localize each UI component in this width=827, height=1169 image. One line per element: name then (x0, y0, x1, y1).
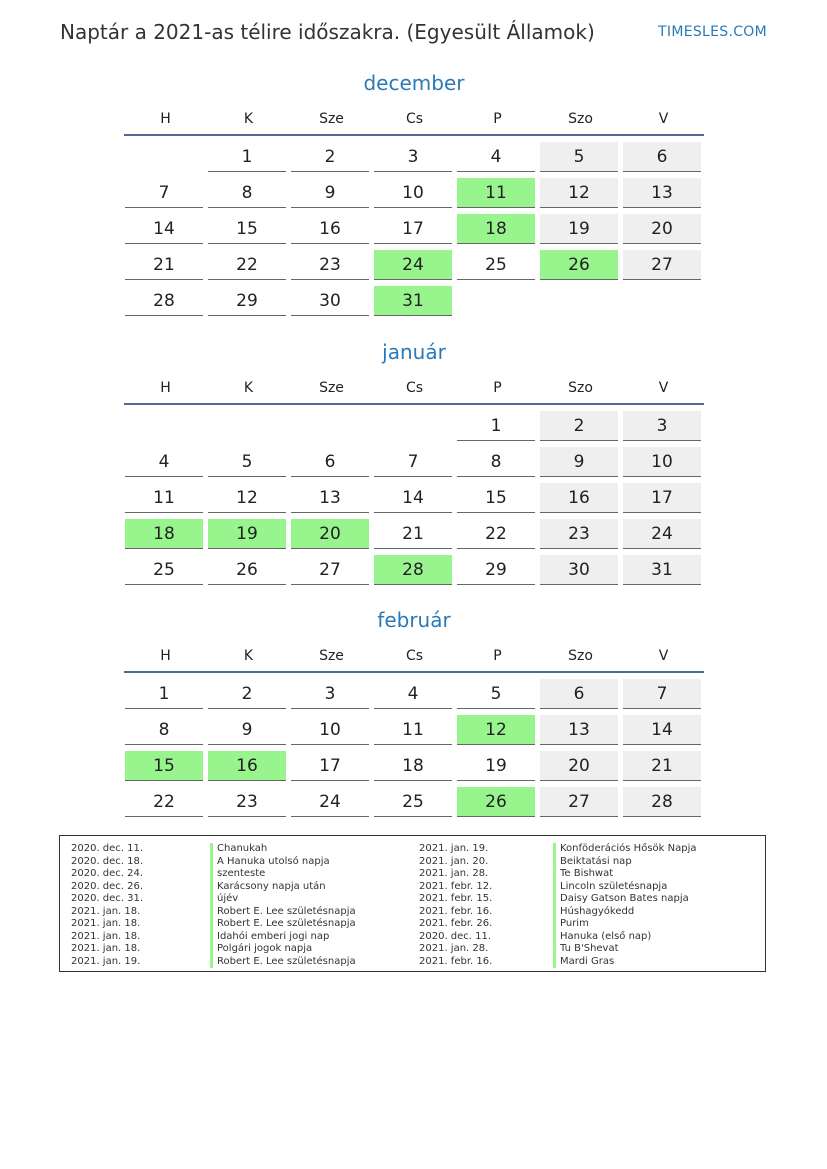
day-cell[interactable] (456, 477, 539, 513)
holiday-day-cell[interactable] (207, 513, 290, 549)
legend-date: 2021. jan. 18. (71, 905, 141, 917)
day-number: 24 (623, 519, 701, 549)
holiday-day-cell[interactable] (456, 172, 539, 208)
legend-date: 2020. dec. 11. (419, 930, 492, 942)
day-cell[interactable] (622, 136, 705, 172)
day-number: 10 (374, 178, 452, 208)
day-number: 3 (291, 679, 369, 709)
month-name: január (382, 340, 446, 364)
day-number: 17 (374, 214, 452, 244)
day-number: 21 (374, 519, 452, 549)
day-cell[interactable] (207, 172, 290, 208)
day-number: 31 (623, 555, 701, 585)
day-number: 22 (457, 519, 535, 549)
day-number: 28 (125, 286, 203, 316)
weekday-header (124, 104, 704, 136)
day-number: 15 (208, 214, 286, 244)
day-cell[interactable] (207, 244, 290, 280)
weekday-label: H (160, 380, 171, 396)
legend-date: 2020. dec. 11. (71, 843, 144, 854)
holiday-day-cell[interactable] (373, 549, 456, 585)
empty-cell (290, 405, 373, 441)
day-cell[interactable] (124, 549, 207, 585)
holiday-day-cell[interactable] (290, 513, 373, 549)
day-cell[interactable] (622, 208, 705, 244)
day-number: 26 (540, 250, 618, 280)
day-cell[interactable] (207, 673, 290, 709)
weekday-label: Sze (319, 380, 344, 396)
legend-date: 2021. febr. 12. (419, 880, 493, 892)
legend-date: 2021. jan. 28. (419, 943, 489, 954)
day-cell[interactable] (373, 745, 456, 781)
day-number: 4 (374, 679, 452, 709)
legend-date: 2021. jan. 28. (419, 868, 489, 879)
day-number: 27 (540, 787, 618, 817)
holiday-day-cell[interactable] (124, 745, 207, 781)
weekday-label: V (658, 380, 669, 396)
month-name: december (363, 71, 465, 95)
day-cell[interactable] (622, 781, 705, 817)
weekday-label: Szo (568, 111, 593, 127)
day-cell[interactable] (539, 673, 622, 709)
day-cell[interactable] (539, 208, 622, 244)
day-number: 28 (623, 787, 701, 817)
legend-date: 2021. febr. 26. (419, 918, 493, 929)
legend-holiday-name: szenteste (210, 868, 356, 881)
day-number: 11 (457, 178, 535, 208)
day-number: 9 (540, 447, 618, 477)
legend-date: 2020. dec. 26. (71, 880, 144, 892)
day-cell[interactable] (539, 477, 622, 513)
day-number: 14 (623, 715, 701, 745)
day-number: 5 (457, 679, 535, 709)
day-cell[interactable] (622, 172, 705, 208)
holiday-day-cell[interactable] (456, 709, 539, 745)
day-number: 2 (208, 679, 286, 709)
month-name: február (377, 608, 451, 632)
legend-holiday-name: Hanuka (első nap) (553, 931, 696, 944)
weekday-label: P (493, 380, 502, 396)
day-number: 26 (457, 787, 535, 817)
legend-holiday-name: Robert E. Lee születésnapja (210, 918, 356, 931)
day-cell[interactable] (539, 709, 622, 745)
legend-holiday-name: Robert E. Lee születésnapja (210, 906, 356, 919)
day-number: 25 (125, 555, 203, 585)
day-number: 12 (457, 715, 535, 745)
day-cell[interactable] (207, 477, 290, 513)
day-cell[interactable] (207, 709, 290, 745)
day-cell[interactable] (456, 745, 539, 781)
day-cell[interactable] (539, 513, 622, 549)
day-cell[interactable] (539, 745, 622, 781)
day-number: 14 (125, 214, 203, 244)
month-calendar (124, 605, 704, 817)
day-number: 31 (374, 286, 452, 316)
legend-date: 2021. febr. 15. (419, 893, 493, 904)
day-cell[interactable] (373, 781, 456, 817)
day-number: 13 (623, 178, 701, 208)
day-number: 11 (125, 483, 203, 513)
legend-holiday-name: Lincoln születésnapja (553, 881, 696, 894)
day-cell[interactable] (456, 136, 539, 172)
holiday-day-cell[interactable] (373, 244, 456, 280)
day-number: 17 (291, 751, 369, 781)
day-cell[interactable] (290, 549, 373, 585)
day-number: 15 (457, 483, 535, 513)
day-cell[interactable] (373, 673, 456, 709)
day-number: 4 (457, 142, 535, 172)
day-number: 8 (208, 178, 286, 208)
day-cell[interactable] (373, 709, 456, 745)
legend-holiday-name: A Hanuka utolsó napja (210, 856, 356, 869)
legend-date: 2021. jan. 18. (71, 943, 141, 954)
holiday-day-cell[interactable] (456, 208, 539, 244)
day-number: 30 (291, 286, 369, 316)
holiday-day-cell[interactable] (373, 280, 456, 316)
day-cell[interactable] (124, 781, 207, 817)
legend-holiday-name: Karácsony napja után (210, 881, 356, 894)
weekday-label: Cs (405, 111, 424, 127)
day-number: 8 (125, 715, 203, 745)
day-number: 22 (125, 787, 203, 817)
day-number: 20 (291, 519, 369, 549)
legend-date: 2021. jan. 20. (419, 855, 489, 867)
legend-holiday-name: Beiktatási nap (553, 856, 696, 869)
day-number: 21 (125, 250, 203, 280)
weekday-label: Cs (405, 648, 424, 664)
day-cell[interactable] (622, 673, 705, 709)
empty-cell (373, 405, 456, 441)
day-cell[interactable] (539, 549, 622, 585)
legend-holiday-name: Robert E. Lee születésnapja (210, 956, 356, 969)
day-cell[interactable] (290, 745, 373, 781)
legend-holiday-name: Purim (553, 918, 696, 931)
day-cell[interactable] (373, 172, 456, 208)
day-number: 19 (540, 214, 618, 244)
legend-holiday-name: Chanukah (210, 843, 356, 856)
day-grid (124, 136, 704, 316)
day-number: 23 (208, 787, 286, 817)
day-cell[interactable] (456, 549, 539, 585)
day-cell[interactable] (373, 513, 456, 549)
day-number: 10 (623, 447, 701, 477)
day-cell[interactable] (207, 280, 290, 316)
day-number: 9 (291, 178, 369, 208)
page-title: Naptár a 2021-as télire időszakra. (Egyesült Államok) (60, 20, 595, 44)
day-number: 18 (374, 751, 452, 781)
day-cell[interactable] (290, 441, 373, 477)
day-cell[interactable] (622, 513, 705, 549)
day-number: 21 (623, 751, 701, 781)
day-cell[interactable] (290, 781, 373, 817)
day-cell[interactable] (124, 709, 207, 745)
day-cell[interactable] (124, 280, 207, 316)
day-number: 18 (457, 214, 535, 244)
day-cell[interactable] (124, 477, 207, 513)
day-number: 20 (540, 751, 618, 781)
brand-logo[interactable]: TIMESLES.COM (658, 24, 767, 40)
legend-holiday-name: Tu B'Shevat (553, 943, 696, 956)
weekday-header (124, 373, 704, 405)
day-number: 5 (208, 447, 286, 477)
day-number: 24 (374, 250, 452, 280)
day-cell[interactable] (290, 208, 373, 244)
day-number: 25 (457, 250, 535, 280)
legend-date: 2021. jan. 18. (71, 918, 141, 929)
legend-date: 2021. febr. 16. (419, 905, 493, 917)
day-cell[interactable] (622, 441, 705, 477)
holiday-day-cell[interactable] (456, 781, 539, 817)
day-cell[interactable] (207, 441, 290, 477)
day-cell[interactable] (456, 405, 539, 441)
legend-holiday-name: Húshagyókedd (553, 906, 696, 919)
day-number: 11 (374, 715, 452, 745)
day-number: 19 (208, 519, 286, 549)
legend-dates-left (71, 843, 143, 968)
day-cell[interactable] (124, 208, 207, 244)
weekday-label: H (160, 111, 171, 127)
day-cell[interactable] (373, 441, 456, 477)
holiday-legend (59, 835, 766, 972)
day-cell[interactable] (290, 172, 373, 208)
day-number: 5 (540, 142, 618, 172)
legend-holiday-name: Idahói emberi jogi nap (210, 931, 356, 944)
empty-cell (124, 405, 207, 441)
day-cell[interactable] (290, 280, 373, 316)
day-number: 8 (457, 447, 535, 477)
weekday-label: K (243, 111, 254, 127)
day-number: 1 (125, 679, 203, 709)
day-number: 19 (457, 751, 535, 781)
day-number: 6 (291, 447, 369, 477)
day-number: 7 (623, 679, 701, 709)
holiday-day-cell[interactable] (124, 513, 207, 549)
weekday-label: Sze (319, 648, 344, 664)
day-number: 23 (540, 519, 618, 549)
day-number: 2 (291, 142, 369, 172)
weekday-label: P (493, 111, 502, 127)
day-cell[interactable] (207, 208, 290, 244)
legend-date: 2021. jan. 18. (71, 930, 141, 942)
day-cell[interactable] (622, 405, 705, 441)
day-number: 28 (374, 555, 452, 585)
day-cell[interactable] (290, 709, 373, 745)
empty-cell (124, 136, 207, 172)
day-cell[interactable] (456, 673, 539, 709)
empty-cell (207, 405, 290, 441)
day-cell[interactable] (290, 477, 373, 513)
legend-holiday-name: újév (210, 893, 356, 906)
day-number: 29 (457, 555, 535, 585)
legend-holiday-name: Konföderációs Hősök Napja (553, 843, 696, 856)
day-number: 9 (208, 715, 286, 745)
day-number: 12 (208, 483, 286, 513)
day-number: 25 (374, 787, 452, 817)
month-calendar (124, 68, 704, 316)
legend-holiday-name: Polgári jogok napja (210, 943, 356, 956)
day-cell[interactable] (207, 549, 290, 585)
day-cell[interactable] (539, 781, 622, 817)
day-number: 16 (540, 483, 618, 513)
day-cell[interactable] (290, 244, 373, 280)
legend-names-left (210, 843, 356, 968)
weekday-label: K (243, 380, 254, 396)
day-number: 15 (125, 751, 203, 781)
day-number: 1 (208, 142, 286, 172)
day-cell[interactable] (290, 136, 373, 172)
weekday-label: Szo (568, 648, 593, 664)
day-number: 14 (374, 483, 452, 513)
legend-dates-right (419, 843, 492, 968)
day-cell[interactable] (539, 441, 622, 477)
day-number: 26 (208, 555, 286, 585)
day-cell[interactable] (456, 513, 539, 549)
day-number: 2 (540, 411, 618, 441)
day-cell[interactable] (622, 745, 705, 781)
day-number: 29 (208, 286, 286, 316)
day-cell[interactable] (373, 477, 456, 513)
legend-date: 2021. febr. 16. (419, 955, 493, 967)
day-number: 23 (291, 250, 369, 280)
legend-names-right (553, 843, 696, 968)
day-cell[interactable] (124, 244, 207, 280)
weekday-label: P (493, 648, 502, 664)
legend-holiday-name: Mardi Gras (553, 956, 696, 969)
day-cell[interactable] (622, 244, 705, 280)
day-number: 24 (291, 787, 369, 817)
weekday-label: K (243, 648, 254, 664)
day-number: 30 (540, 555, 618, 585)
day-cell[interactable] (539, 172, 622, 208)
day-cell[interactable] (539, 136, 622, 172)
day-number: 27 (623, 250, 701, 280)
day-cell[interactable] (456, 441, 539, 477)
weekday-label: H (160, 648, 171, 664)
day-number: 6 (623, 142, 701, 172)
day-grid (124, 405, 704, 585)
day-number: 10 (291, 715, 369, 745)
weekday-header (124, 641, 704, 673)
legend-date: 2020. dec. 24. (71, 868, 144, 879)
day-number: 16 (291, 214, 369, 244)
legend-holiday-name: Daisy Gatson Bates napja (553, 893, 696, 906)
day-number: 20 (623, 214, 701, 244)
day-cell[interactable] (124, 172, 207, 208)
month-calendar (124, 337, 704, 585)
day-cell[interactable] (207, 136, 290, 172)
holiday-day-cell[interactable] (539, 244, 622, 280)
day-cell[interactable] (622, 709, 705, 745)
day-cell[interactable] (622, 549, 705, 585)
day-number: 13 (291, 483, 369, 513)
day-number: 1 (457, 411, 535, 441)
holiday-day-cell[interactable] (207, 745, 290, 781)
day-number: 3 (623, 411, 701, 441)
legend-date: 2021. jan. 19. (71, 955, 141, 967)
day-number: 13 (540, 715, 618, 745)
day-cell[interactable] (539, 405, 622, 441)
legend-date: 2020. dec. 31. (71, 893, 144, 904)
weekday-label: Cs (405, 380, 424, 396)
day-number: 3 (374, 142, 452, 172)
day-cell[interactable] (207, 781, 290, 817)
day-number: 7 (374, 447, 452, 477)
weekday-label: V (658, 111, 669, 127)
day-cell[interactable] (373, 136, 456, 172)
day-number: 4 (125, 447, 203, 477)
weekday-label: V (658, 648, 669, 664)
legend-holiday-name: Te Bishwat (553, 868, 696, 881)
legend-date: 2021. jan. 19. (419, 843, 489, 854)
day-cell[interactable] (622, 477, 705, 513)
day-cell[interactable] (290, 673, 373, 709)
day-grid (124, 673, 704, 817)
day-cell[interactable] (124, 673, 207, 709)
weekday-label: Sze (319, 111, 344, 127)
day-number: 18 (125, 519, 203, 549)
legend-date: 2020. dec. 18. (71, 855, 144, 867)
day-number: 6 (540, 679, 618, 709)
day-cell[interactable] (373, 208, 456, 244)
day-number: 7 (125, 178, 203, 208)
day-number: 16 (208, 751, 286, 781)
day-cell[interactable] (124, 441, 207, 477)
day-number: 17 (623, 483, 701, 513)
day-number: 22 (208, 250, 286, 280)
day-number: 12 (540, 178, 618, 208)
day-number: 27 (291, 555, 369, 585)
weekday-label: Szo (568, 380, 593, 396)
day-cell[interactable] (456, 244, 539, 280)
